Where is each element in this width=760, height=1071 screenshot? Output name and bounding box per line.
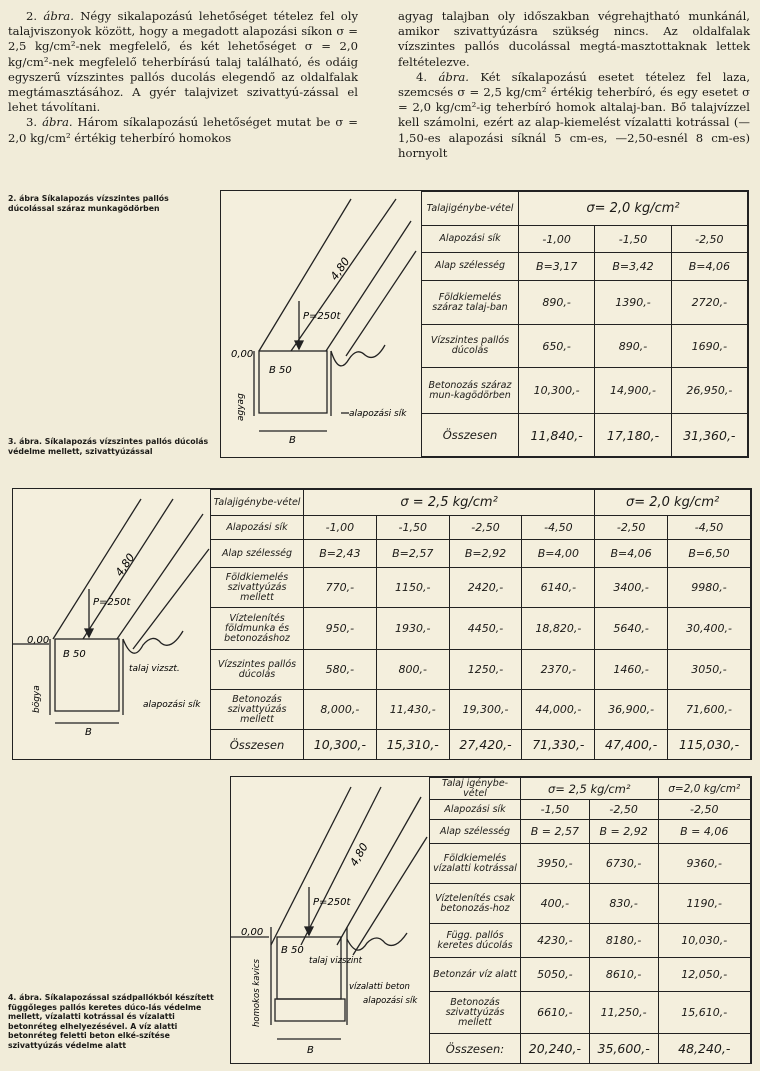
table-row: Alap szélesség B=3,17 B=3,42 B=4,06: [422, 252, 748, 280]
table-row: Betonozás szivattyúzás mellett 6610,- 11,250,- 15,610,-: [430, 992, 751, 1034]
table-row: Betonzár víz alatt 5050,- 8610,- 12,050,-: [430, 958, 751, 992]
table-row: Betonozás száraz mun-kagödörben 10,300,- 14,900,- 26,950,-: [422, 367, 748, 414]
fig4-width-label: B: [307, 1045, 314, 1056]
figure-4: [230, 776, 752, 1064]
table-row: Alapozási sík -1,00 -1,50 -2,50: [422, 226, 748, 252]
paragraph-cont: agyag talajban oly időszakban végrehajtható munkánál, amikor szivattyúzásra szükség nincs. Az oldalfalak vízszintes pallós ducolással megtá-masztottaknak lettek feltételezve.: [398, 9, 750, 69]
caption-fig2: 2. ábra Síkalapozás vízszintes pallós dúcolással száraz munkagödörben: [8, 194, 169, 213]
paragraph-fig3: 3. ábra. Három síkalapozású lehetőséget mutat be σ = 2,0 kg/cm² értékig teherbíró homokos: [8, 115, 358, 145]
table-row: Vízszintes pallós dúcolás 580,- 800,- 1250,- 2370,- 1460,- 3050,-: [211, 650, 751, 690]
table-row: Alap szélesség B = 2,57 B = 2,92 B = 4,06: [430, 820, 751, 844]
table-row: Betonozás szivattyúzás mellett 8,000,- 11,430,- 19,300,- 44,000,- 36,900,- 71,600,-: [211, 690, 751, 730]
figure-3: [12, 488, 752, 760]
caption-fig4: 4. ábra. Síkalapozással szádpallókból készített függőleges pallós keretes dúco-lás védelme mellett, vízalatti kotrással és vízalatti betonréteg elhelyezésével. A víz alatti betonréteg feletti beton elké-szítése szivattyúzás védelme alatt: [8, 993, 214, 1050]
fig3-sketch: [13, 489, 213, 759]
fig3-soil-label: bögya: [32, 685, 42, 713]
fig2-width-label: B: [289, 435, 296, 446]
fig2-block-label: B 50: [269, 365, 292, 376]
table-row: Földkiemelés száraz talaj-ban 890,- 1390,- 2720,-: [422, 280, 748, 325]
fig2-base-label: alapozási sík: [349, 409, 407, 419]
text-column-right: [398, 9, 750, 161]
fig3-level-label: 0,00: [27, 635, 50, 646]
table-row: Összesen 10,300,- 15,310,- 27,420,- 71,330,- 47,400,- 115,030,-: [211, 730, 751, 760]
fig3-block-label: B 50: [63, 649, 86, 660]
fig4-uw-label: vízalatti beton: [349, 982, 410, 992]
table-row: Függ. pallós keretes dúcolás 4230,- 8180,- 10,030,-: [430, 924, 751, 958]
hdr-label: Talajigénybe-vétel: [422, 192, 519, 226]
fig3-base-label: alapozási sík: [143, 700, 201, 710]
sigma-header-2: σ= 2,0 kg/cm²: [595, 490, 751, 516]
sigma-header-1: σ = 2,5 kg/cm²: [304, 490, 595, 516]
fig2-sketch: [221, 191, 421, 457]
fig4-block-label: B 50: [281, 945, 304, 956]
sigma-header-2: σ=2,0 kg/cm²: [658, 778, 751, 800]
table-fig3: [210, 489, 751, 760]
table-row: Összesen: 20,240,- 35,600,- 48,240,-: [430, 1034, 751, 1064]
fig4-sketch: [231, 777, 431, 1063]
table-row: Alapozási sík -1,50 -2,50 -2,50: [430, 800, 751, 820]
caption-fig3: 3. ábra. Síkalapozás vízszintes pallós dúcolás védelme mellett, szivattyúzással: [8, 437, 209, 456]
fig2-soil-label: agyag: [236, 393, 246, 421]
fig4-load-label: P=250t: [313, 897, 351, 908]
sigma-header: σ= 2,0 kg/cm²: [519, 192, 748, 226]
fig4-level-label: 0,00: [241, 927, 264, 938]
table-fig2: [421, 191, 748, 457]
table-row: Víztelenítés csak betonozás-hoz 400,- 830,- 1190,-: [430, 884, 751, 924]
table-row: Víztelenítés földmunka és betonozáshoz 950,- 1930,- 4450,- 18,820,- 5640,- 30,400,-: [211, 608, 751, 650]
fig4-base-label: alapozási sík: [363, 996, 418, 1006]
fig2-load-label: P=250t: [303, 311, 341, 322]
fig2-slope-label: 4,80: [327, 255, 353, 283]
fig3-load-label: P=250t: [93, 597, 131, 608]
fig3-width-label: B: [85, 727, 92, 738]
fig4-water-label: talaj vizszint: [309, 956, 363, 966]
figure-2: [220, 190, 749, 458]
table-row: Alapozási sík -1,00 -1,50 -2,50 -4,50 -2,50 -4,50: [211, 516, 751, 540]
fig3-slope-label: 4,80: [112, 551, 138, 579]
table-row: Vízszintes pallós dúcolás 650,- 890,- 1690,-: [422, 325, 748, 367]
table-row: Összesen 11,840,- 17,180,- 31,360,-: [422, 414, 748, 457]
fig4-slope-label: 4,80: [347, 840, 371, 869]
table-row: Földkiemelés szivattyúzás mellett 770,- 1150,- 2420,- 6140,- 3400,- 9980,-: [211, 568, 751, 608]
fig4-soil-label: homokos kavics: [252, 959, 262, 1027]
table-row: Földkiemelés vízalatti kotrással 3950,- 6730,- 9360,-: [430, 844, 751, 884]
paragraph-fig4: 4. ábra. Két síkalapozású esetet tételez fel laza, szemcsés σ = 2,5 kg/cm² értékig teherbíró, és egy esetet σ = 2,0 kg/cm²-ig teherbíró homok altalaj-ban. Bő talajvízzel kell számolni, ezért az alap-kiemelést vízalatti kotrással (—1,50-es alapozási síknál 5 cm-es, —2,50-esnél 8 cm-es) hornyolt: [398, 69, 751, 160]
sigma-header-1: σ= 2,5 kg/cm²: [521, 778, 659, 800]
hdr-label: Talaj igénybe-vétel: [430, 778, 521, 800]
fig3-water-label: talaj vizszt.: [129, 664, 180, 674]
hdr-label: Talajigénybe-vétel: [211, 490, 304, 516]
table-row: Alap szélesség B=2,43 B=2,57 B=2,92 B=4,00 B=4,06 B=6,50: [211, 540, 751, 568]
text-column-left: [8, 9, 358, 146]
fig2-level-label: 0,00: [231, 349, 254, 360]
paragraph-fig2: 2. ábra. Négy sikalapozású lehetőséget tételez fel oly talajviszonyok között, hogy a megadott alapozási síkon σ = 2,5 kg/cm²-nek megfelelő, és két lehetőséget σ = 2,0 kg/cm²-nek megfelelő teherbírású talaj található, és odáig egyszerű vízszintes pallós ducolás elegendő az oldalfalak megtámasztásához. A gyér talajvizet szivattyú-zással el lehet távolítani.: [8, 9, 359, 115]
table-fig4: [429, 777, 751, 1064]
